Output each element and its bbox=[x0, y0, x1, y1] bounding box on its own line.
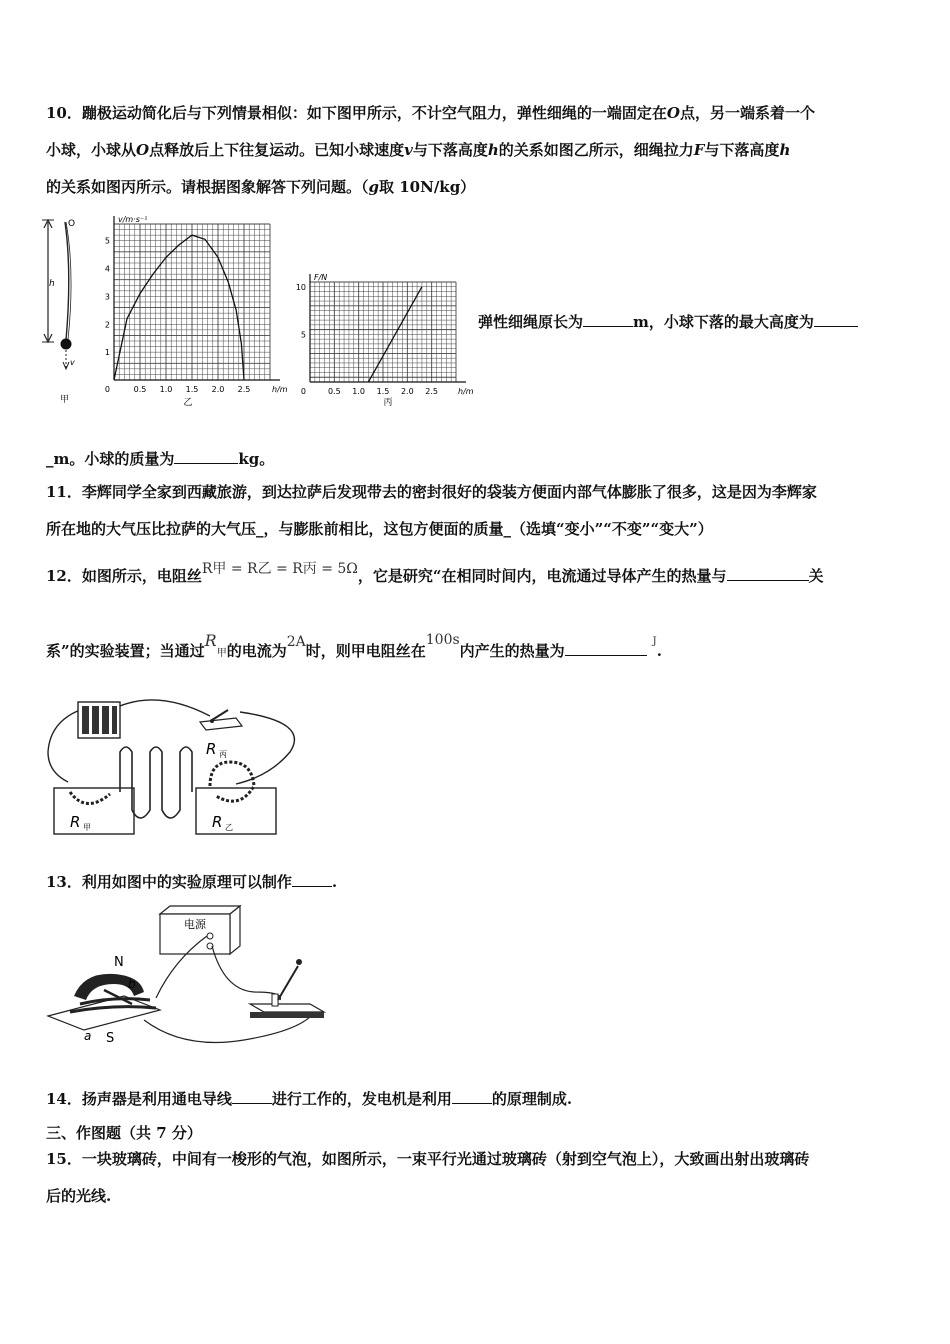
blank-mass[interactable] bbox=[174, 449, 238, 464]
y-axis-label: v/m·s⁻¹ bbox=[118, 215, 148, 224]
wire-top bbox=[120, 700, 210, 716]
section-title: 三、作图题（共 7 分） bbox=[46, 1124, 202, 1142]
caption-bing: 丙 bbox=[383, 398, 393, 408]
battery-icon bbox=[78, 702, 120, 738]
ball bbox=[61, 339, 72, 350]
caption-yi: 乙 bbox=[183, 398, 193, 408]
q10-ask1: 弹性细绳原长为 m，小球下落的最大高度为 bbox=[478, 312, 858, 332]
x-tick-label: 2.0 bbox=[211, 385, 225, 394]
figure-jia bbox=[40, 212, 100, 412]
chart-grid bbox=[114, 224, 270, 380]
q12-line1: 12．如图所示，电阻丝R甲 = R乙 = R丙 = 5Ω，它是研究“在相同时间内，电流通过导体产生的热量与 关 bbox=[46, 561, 824, 585]
figure-motor-experiment bbox=[44, 900, 344, 1060]
switch-icon bbox=[200, 710, 242, 730]
label-h: h bbox=[49, 279, 55, 289]
y-tick-label: 1 bbox=[104, 348, 110, 358]
svg-text:N: N bbox=[114, 955, 124, 970]
svg-text:甲: 甲 bbox=[83, 823, 91, 832]
svg-text:R: R bbox=[206, 740, 217, 758]
label-v: v bbox=[70, 358, 75, 367]
svg-text:a: a bbox=[84, 1029, 92, 1043]
label-o: O bbox=[68, 219, 76, 229]
x-tick-label: 0.5 bbox=[327, 387, 341, 396]
x-tick-label: 2.0 bbox=[400, 387, 414, 396]
figure-joule-apparatus bbox=[40, 692, 330, 842]
y-tick-label: 4 bbox=[104, 264, 110, 274]
x-tick-label: 0.5 bbox=[133, 385, 147, 394]
q10-line3: 的关系如图丙所示。请根据图象解答下列问题。（g取 10N/kg） bbox=[46, 178, 476, 196]
blank-max-height[interactable] bbox=[814, 312, 858, 327]
x-axis-label: h/m bbox=[272, 385, 288, 394]
q10-ask2: _m。小球的质量为 kg。 bbox=[46, 450, 275, 468]
svg-text:R: R bbox=[212, 813, 223, 831]
x-tick-label: 1.0 bbox=[159, 385, 173, 394]
wire-right bbox=[236, 712, 294, 784]
q10-line2: 小球，小球从O点释放后上下往复运动。已知小球速度v与下落高度h的关系如图乙所示，细绳拉力F与下落高度h bbox=[46, 141, 791, 159]
wire-left bbox=[48, 710, 80, 782]
origin-label: 0 bbox=[104, 385, 110, 394]
coil-jia bbox=[70, 792, 110, 804]
power-supply-icon bbox=[160, 906, 240, 954]
x-tick-label: 1.5 bbox=[185, 385, 199, 394]
x-tick-label: 2.5 bbox=[425, 387, 439, 396]
x-tick-label: 2.5 bbox=[237, 385, 251, 394]
container-yi bbox=[196, 788, 276, 834]
blank-device[interactable] bbox=[292, 872, 332, 887]
origin-label: 0 bbox=[300, 387, 306, 396]
q15-line2: 后的光线. bbox=[46, 1187, 112, 1205]
blank-relation[interactable] bbox=[727, 566, 809, 581]
elastic-rope bbox=[65, 222, 69, 340]
q11-line1: 11．李辉同学全家到西藏旅游，到达拉萨后发现带去的密封很好的袋装方便面内部气体膨胀了很多，这是因为李辉家 bbox=[46, 483, 817, 501]
y-tick-label: 5 bbox=[104, 236, 110, 246]
y-axis-label: F/N bbox=[314, 273, 328, 282]
blank-heat[interactable] bbox=[565, 641, 647, 656]
y-tick-label: 3 bbox=[104, 292, 110, 302]
q12-line2: 系”的实验装置；当通过R甲的电流为2A时，则甲电阻丝在100s内产生的热量为$^J$. bbox=[46, 631, 662, 660]
q14-line1: 14．扬声器是利用通电导线 进行工作的，发电机是利用 的原理制成. bbox=[46, 1090, 573, 1108]
resistance-formula: R甲 = R乙 = R丙 = 5Ω bbox=[201, 561, 358, 577]
switch-icon bbox=[250, 959, 324, 1018]
svg-text:R: R bbox=[70, 813, 81, 831]
coil-yi bbox=[210, 762, 254, 801]
svg-text:b: b bbox=[128, 977, 136, 991]
chart-bing bbox=[296, 262, 476, 410]
chart-grid bbox=[310, 282, 456, 382]
svg-text:丙: 丙 bbox=[219, 750, 227, 759]
chart-yi bbox=[98, 210, 293, 410]
blank-generator[interactable] bbox=[452, 1089, 492, 1104]
svg-text:电源: 电源 bbox=[184, 918, 206, 931]
magnet-icon bbox=[48, 974, 160, 1030]
q11-line2: 所在地的大气压比拉萨的大气压_，与膨胀前相比，这包方便面的质量_（选填“变小”“不变”“变大”） bbox=[46, 520, 713, 538]
q10-line1: 10．蹦极运动简化后与下列情景相似：如下图甲所示，不计空气阻力，弹性细绳的一端固定在O点，另一端系着一个 bbox=[46, 104, 815, 122]
x-tick-label: 1.0 bbox=[352, 387, 366, 396]
x-tick-label: 1.5 bbox=[376, 387, 390, 396]
container-jia bbox=[54, 788, 134, 834]
caption-jia: 甲 bbox=[60, 395, 70, 405]
y-tick-label: 2 bbox=[104, 320, 110, 330]
u-tube bbox=[120, 747, 192, 818]
blank-speaker[interactable] bbox=[232, 1089, 272, 1104]
q13-line1: 13．利用如图中的实验原理可以制作 . bbox=[46, 873, 338, 891]
y-tick-label: 5 bbox=[300, 330, 306, 340]
q15-line1: 15．一块玻璃砖，中间有一梭形的气泡，如图所示，一束平行光通过玻璃砖（射到空气泡上），大致画出射出玻璃砖 bbox=[46, 1150, 810, 1168]
x-axis-label: h/m bbox=[458, 387, 474, 396]
y-tick-label: 10 bbox=[296, 282, 306, 292]
svg-text:S: S bbox=[106, 1031, 115, 1046]
blank-rope-length[interactable] bbox=[583, 312, 633, 327]
svg-text:乙: 乙 bbox=[225, 823, 233, 832]
